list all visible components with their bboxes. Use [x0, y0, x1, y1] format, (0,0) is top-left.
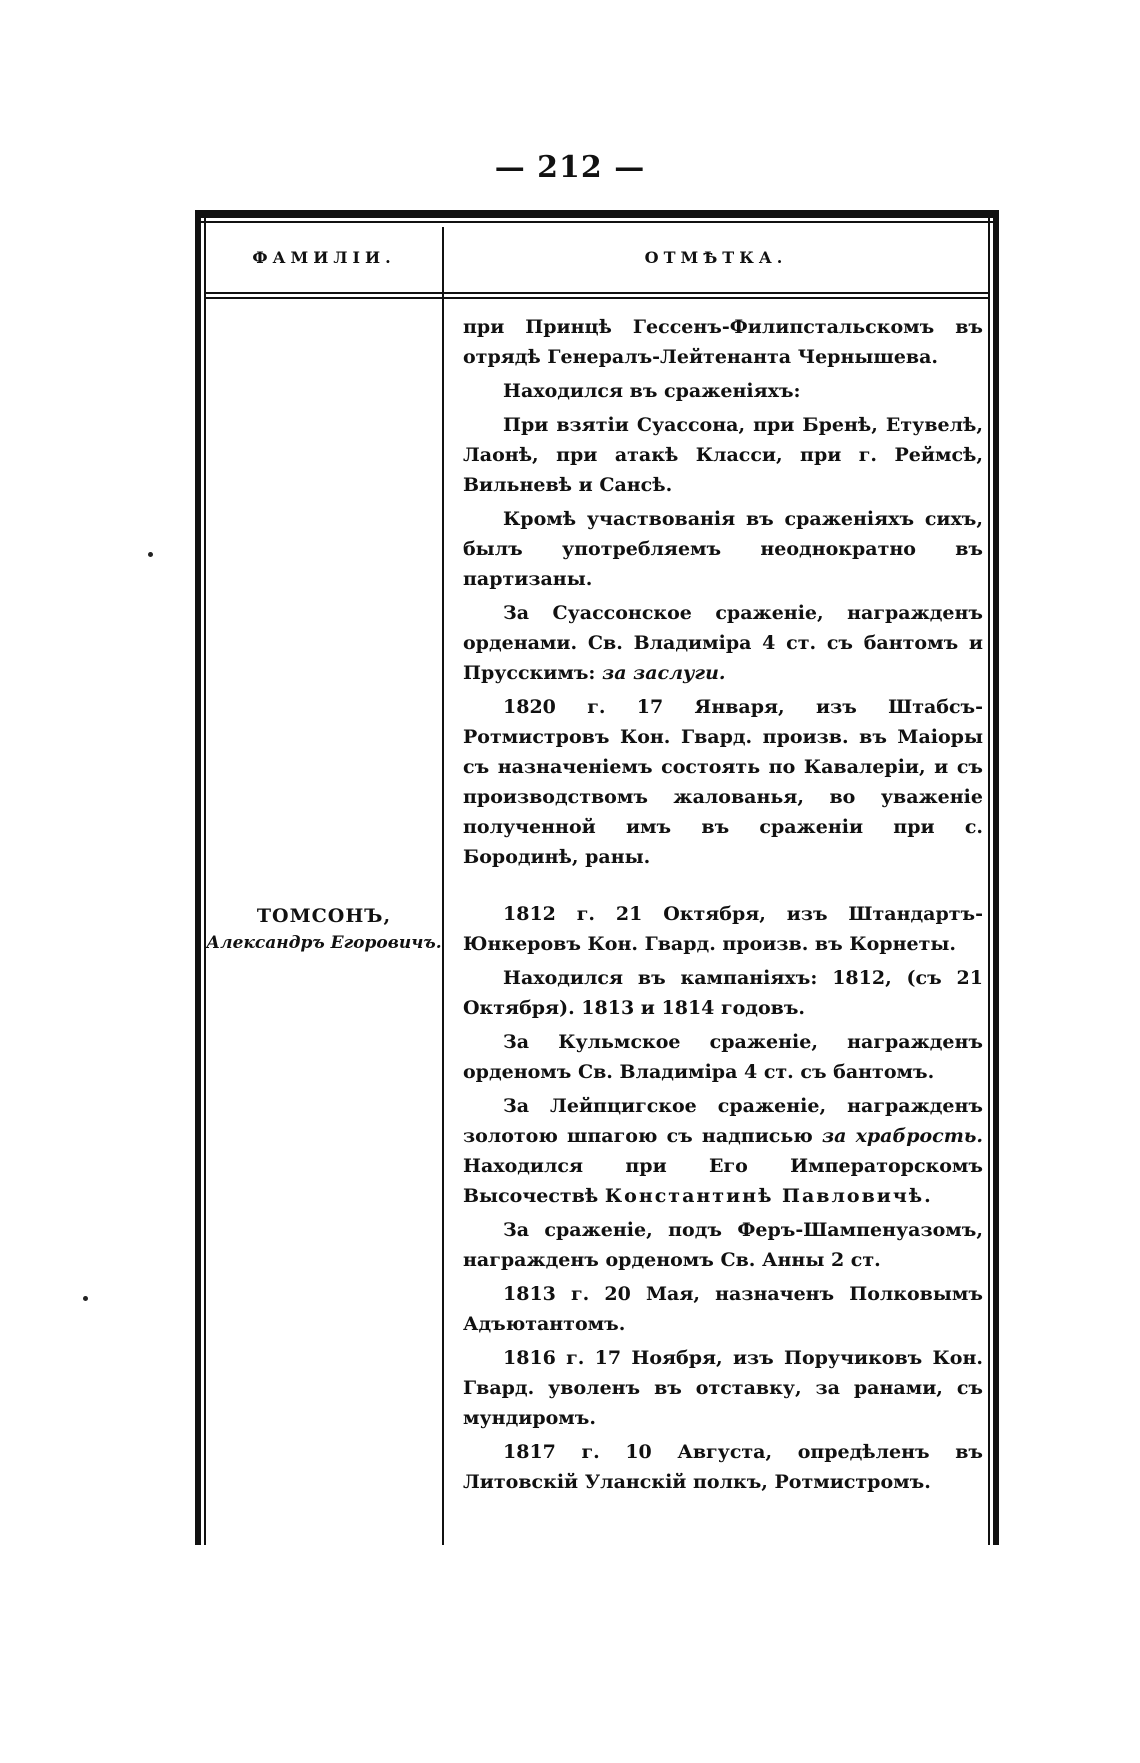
- entry-text: При взятіи Суассона, при Бренѣ, Етувелѣ, Лаонѣ, при атакѣ Класси, при г. Реймсѣ, Вильневѣ и Сансѣ.: [463, 414, 983, 496]
- table-right-rule: [993, 210, 999, 1545]
- entry-text: 1817 г. 10 Августа, опредѣленъ въ Литовскій Уланскій полкъ, Ротмистромъ.: [463, 1441, 983, 1493]
- entry-sword-award: [463, 1091, 983, 1211]
- entry-text: Находился въ кампаніяхъ: 1812, (съ 21 Октября). 1813 и 1814 годовъ.: [463, 967, 983, 1019]
- header-rule-second: [206, 297, 988, 299]
- entry-text: За Суассонское сраженіе, награжденъ орденами. Св. Владиміра 4 ст. съ бантомъ и Прусскимъ:: [463, 602, 983, 684]
- margin-speck: [148, 552, 153, 557]
- entry-text: За Кульмское сраженіе, награжденъ орденомъ Св. Владиміра 4 ст. съ бантомъ.: [463, 1031, 983, 1083]
- entry-sword-inscription: за храбрость.: [821, 1125, 983, 1147]
- entry-text: Находился въ сраженіяхъ:: [503, 380, 801, 402]
- header-rule: [206, 292, 988, 294]
- column-header-notes: ОТМѢТКА.: [644, 248, 788, 267]
- person-name: [206, 905, 442, 953]
- entry-text: при Принцѣ Гессенъ-Филипстальскомъ въ отрядѣ Генералъ-Лейтенанта Чернышева.: [463, 316, 983, 368]
- entry-text: Находился при Его Императорскомъ Высочествѣ: [463, 1155, 983, 1207]
- table-top-rule: [195, 210, 999, 218]
- entry-text: Кромѣ участвованія въ сраженіяхъ сихъ, былъ употребляемъ неоднократно въ партизаны.: [463, 508, 983, 590]
- column-divider: [442, 227, 444, 1545]
- entry-award-inscription: за заслуги.: [602, 662, 726, 684]
- record-table: [195, 210, 999, 1545]
- person-given-name: Александръ Егоровичъ.: [206, 933, 442, 953]
- entry-text: За Лейпцигское сраженіе, награжденъ золотою шпагою съ надписью: [463, 1095, 983, 1147]
- entry-award: [463, 598, 983, 688]
- entry-grand-duke: Константинѣ Павловичѣ.: [604, 1185, 933, 1207]
- entry-text: 1812 г. 21 Октября, изъ Штандартъ-Юнкеровъ Кон. Гвард. произв. въ Корнеты.: [463, 903, 983, 955]
- table-left-rule-thin: [204, 210, 206, 1545]
- column-header-surnames: ФАМИЛІИ.: [252, 248, 396, 267]
- table-left-rule: [195, 210, 201, 1545]
- table-top-rule-thin: [195, 221, 999, 223]
- notes-column: [463, 312, 983, 1501]
- entry-text: 1820 г. 17 Января, изъ Штабсъ-Ротмистровъ Кон. Гвард. произв. въ Маіоры съ назначеніемъ состоять по Кавалеріи, и съ производствомъ жалованья, во уваженіе полученной имъ въ сраженіи при с. Бородинѣ, раны.: [463, 696, 983, 868]
- table-right-rule-thin: [988, 210, 990, 1545]
- page-number: — 212 —: [494, 150, 646, 185]
- entry-text: 1816 г. 17 Ноября, изъ Поручиковъ Кон. Гвард. уволенъ въ отставку, за ранами, съ мундиромъ.: [463, 1347, 983, 1429]
- person-surname: ТОМСОНЪ,: [256, 905, 392, 927]
- margin-speck: [83, 1296, 88, 1301]
- entry-text: 1813 г. 20 Мая, назначенъ Полковымъ Адъютантомъ.: [463, 1283, 983, 1335]
- entry-text: За сраженіе, подъ Феръ-Шампенуазомъ, награжденъ орденомъ Св. Анны 2 ст.: [463, 1219, 983, 1271]
